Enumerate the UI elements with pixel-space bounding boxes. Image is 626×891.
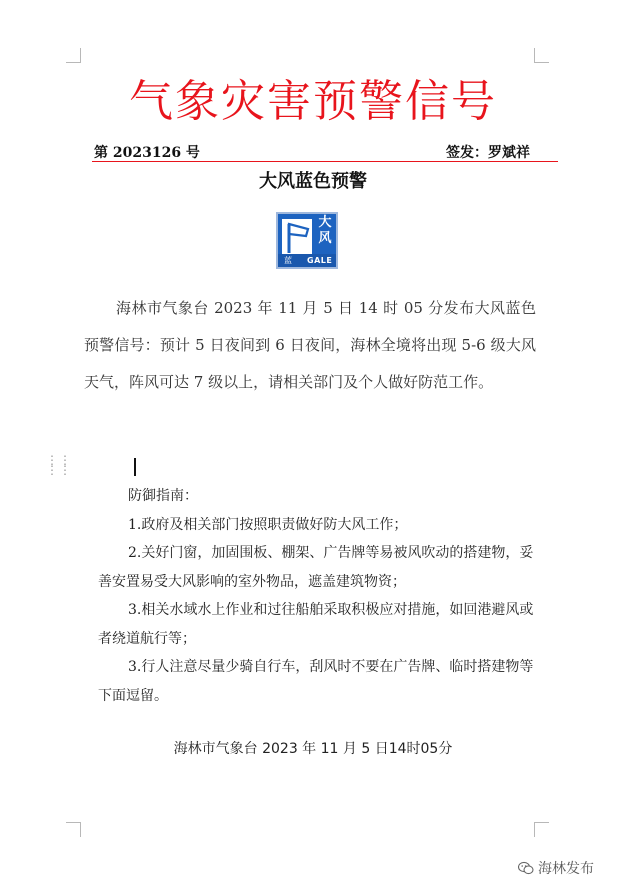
wechat-icon	[518, 861, 534, 875]
gale-blue-warning-icon	[276, 212, 338, 269]
guide-item: 1.政府及相关部门按照职责做好防大风工作；	[128, 516, 408, 533]
page-corner-mark	[534, 822, 549, 837]
account-watermark	[518, 860, 594, 878]
document-number: 第 2023126 号	[94, 145, 200, 161]
watermark-text: 海林发布	[538, 861, 594, 877]
text-cursor	[134, 458, 136, 476]
page-corner-mark	[66, 822, 81, 837]
defense-guide	[98, 482, 538, 710]
badge-char-bottom: 风	[318, 231, 332, 246]
warning-body: 海林市气象台 2023 年 11 月 5 日 14 时 05 分发布大风蓝色预警信号：预计 5 日夜间到 6 日夜间，海林全境将出现 5-6 级大风天气，阵风可达 7 级以上，请相关部门及个人做好防范工作。	[84, 299, 536, 391]
document-signer: 签发：罗斌祥	[446, 145, 530, 161]
document-title: 气象灾害预警信号	[129, 76, 497, 127]
windsock-flag-icon	[282, 219, 312, 255]
badge-label-cn: 蓝	[284, 256, 292, 265]
guide-item: 2.关好门窗，加固围板、棚架、广告牌等易被风吹动的搭建物，妥善安置易受大风影响的室外物品，遮盖建筑物资；	[98, 545, 534, 590]
badge-footer	[278, 254, 336, 267]
header-divider	[92, 161, 558, 162]
guide-item: 3.行人注意尽量少骑自行车，刮风时不要在广告牌、临时搭建物等下面逗留。	[98, 659, 534, 704]
badge-char-top: 大	[318, 215, 332, 230]
issuer-signature: 海林市气象台 2023 年 11 月 5 日14时05分	[173, 741, 453, 757]
page-corner-mark	[66, 48, 81, 63]
warning-title: 大风蓝色预警	[259, 171, 367, 192]
badge-label-en: GALE	[307, 256, 333, 265]
drag-handle-icon[interactable]: ⋮⋮ ⋮⋮	[46, 453, 72, 477]
document-meta	[94, 142, 530, 162]
guide-heading: 防御指南：	[128, 488, 198, 504]
page-corner-mark	[534, 48, 549, 63]
guide-item: 3.相关水域水上作业和过往船舶采取积极应对措施，如回港避风或者绕道航行等；	[98, 602, 534, 647]
